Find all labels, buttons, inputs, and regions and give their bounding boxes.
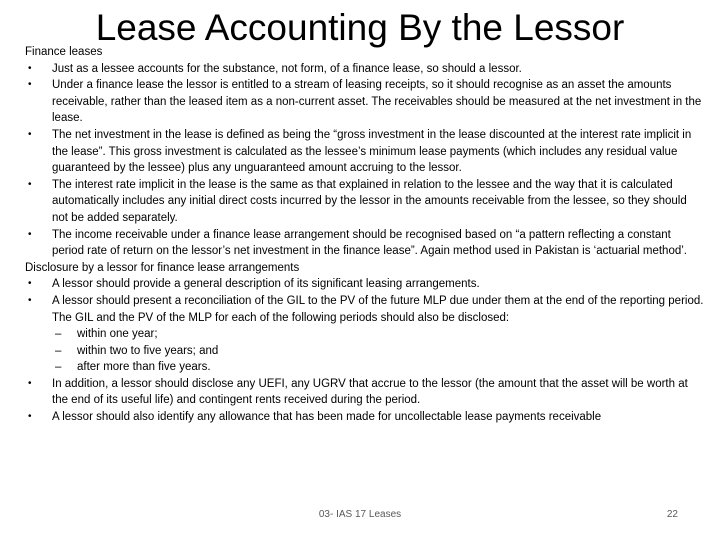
bullet-item: • Under a finance lease the lessor is entitled to a stream of leasing receipts, so it should recognise as an asset the amounts receivable, rather than the leased item as a non-current asset. The receivables should be measured at the net investment in the lease.	[25, 77, 705, 127]
finance-leases-bullets	[25, 61, 705, 260]
period-sub-list	[25, 326, 705, 376]
section-heading-disclosure: Disclosure by a lessor for finance lease arrangements	[25, 261, 300, 274]
disclosure-bullets	[25, 276, 705, 326]
section-heading-finance-leases: Finance leases	[25, 46, 103, 58]
bullet-item: • A lessor should also identify any allowance that has been made for uncollectable lease payments receivable	[25, 409, 705, 426]
disclosure-bullets-continued	[25, 376, 705, 426]
bullet-item: • The income receivable under a finance lease arrangement should be recognised based on “a pattern reflecting a constant period rate of return on the lessor’s net investment in the finance lease”. Again method used in Pakistan is ‘actuarial method’.	[25, 227, 705, 260]
slide-title: Lease Accounting By the Lessor	[95, 7, 625, 48]
footer-label: 03- IAS 17 Leases	[318, 509, 402, 520]
sub-list-item: – within one year;	[25, 326, 705, 343]
bullet-item: • Just as a lessee accounts for the substance, not form, of a finance lease, so should a lessor.	[25, 61, 705, 78]
bullet-item: • In addition, a lessor should disclose any UEFI, any UGRV that accrue to the lessor (the amount that the asset will be worth at the end of its useful life) and contingent rents received during the period.	[25, 376, 705, 409]
bullet-item: • The interest rate implicit in the lease is the same as that explained in relation to the lessee and the way that it is calculated automatically includes any initial direct costs incurred by the lessor in the amounts receivable from the lessee, so they should not be added separately.	[25, 177, 705, 227]
page-number: 22	[666, 509, 678, 520]
bullet-item: • A lessor should present a reconciliation of the GIL to the PV of the future MLP due under them at the end of the reporting period. The GIL and the PV of the MLP for each of the following periods should also be disclosed:	[25, 293, 705, 326]
bullet-item: • A lessor should provide a general description of its significant leasing arrangements.	[25, 276, 705, 293]
sub-list-item: – within two to five years; and	[25, 343, 705, 360]
slide-content	[25, 44, 705, 426]
bullet-item: • The net investment in the lease is defined as being the “gross investment in the lease discounted at the interest rate implicit in the lease”. This gross investment is calculated as the lessee’s minimum lease payments (which includes any residual value guaranteed by the lessee) plus any unguaranteed amount accruing to the lessor.	[25, 127, 705, 177]
sub-list-item: – after more than five years.	[25, 359, 705, 376]
